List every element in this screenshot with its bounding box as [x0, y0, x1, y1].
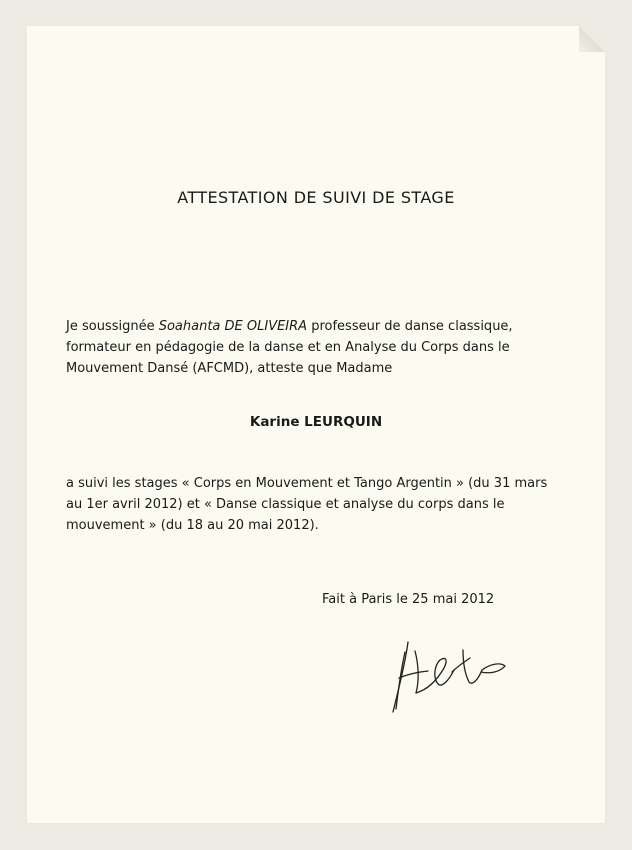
intro-line1-suffix: professeur de danse classique,: [307, 319, 513, 334]
intro-line3: Mouvement Dansé (AFCMD), atteste que Madame: [66, 361, 393, 376]
body-line2: au 1er avril 2012) et « Danse classique et analyse du corps dans le: [66, 497, 505, 512]
signatory-name: Soahanta DE OLIVEIRA: [158, 319, 308, 334]
page-corner-fold: [579, 26, 605, 52]
signature-image: [386, 636, 510, 716]
body-line1: a suivi les stages « Corps en Mouvement et Tango Argentin » (du 31 mars: [66, 476, 548, 491]
place-date: Fait à Paris le 25 mai 2012: [322, 592, 495, 607]
intro-line2: formateur en pédagogie de la danse et en Analyse du Corps dans le: [66, 340, 510, 355]
document-title: ATTESTATION DE SUIVI DE STAGE: [177, 187, 455, 207]
intro-line1-prefix: Je soussignée: [66, 319, 159, 334]
recipient-name: Karine LEURQUIN: [249, 414, 383, 430]
body-paragraph: [66, 473, 547, 536]
intro-paragraph: [66, 316, 513, 379]
body-line3: mouvement » (du 18 au 20 mai 2012).: [66, 518, 319, 533]
